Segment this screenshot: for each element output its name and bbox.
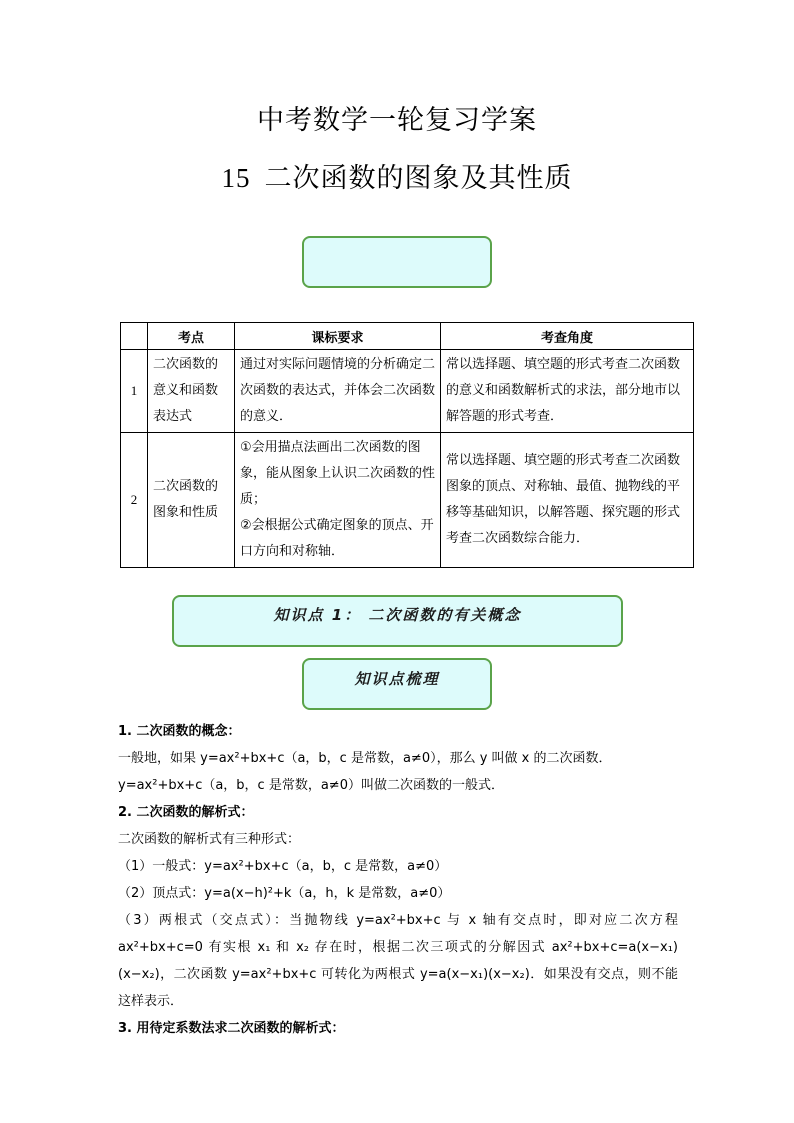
section-heading: 3. 用待定系数法求二次函数的解析式：	[118, 1021, 345, 1036]
table-header-requirement: 课标要求	[235, 323, 441, 350]
section-heading: 1. 二次函数的概念：	[118, 724, 241, 739]
table-header-angle: 考查角度	[441, 323, 694, 350]
row-topic: 二次函数的图象和性质	[148, 433, 235, 568]
table-row	[121, 350, 694, 433]
knowledge-point-banner: 知识点 1： 二次函数的有关概念	[172, 595, 623, 647]
row-angle: 常以选择题、填空题的形式考查二次函数图象的顶点、对称轴、最值、抛物线的平移等基础知识，以解答题、探究题的形式考查二次函数综合能力．	[441, 433, 694, 568]
row-angle: 常以选择题、填空题的形式考查二次函数的意义和函数解析式的求法，部分地市以解答题的形式考查．	[441, 350, 694, 433]
row-requirement	[235, 433, 441, 568]
paragraph: y=ax²+bx+c（a，b，c 是常数，a≠0）叫做二次函数的一般式．	[118, 778, 504, 793]
paragraph: 二次函数的解析式有三种形式：	[118, 832, 301, 847]
row-requirement: 通过对实际问题情境的分析确定二次函数的表达式，并体会二次函数的意义．	[235, 350, 441, 433]
section-heading: 2. 二次函数的解析式：	[118, 805, 254, 820]
content-body	[118, 718, 678, 1042]
paragraph: 一般地，如果 y=ax²+bx+c（a，b，c 是常数，a≠0），那么 y 叫做 x 的二次函数．	[118, 751, 612, 766]
row-index: 2	[121, 433, 148, 568]
requirement-item-1: ①会用描点法画出二次函数的图象，能从图象上认识二次函数的性质；	[240, 440, 436, 507]
lesson-number: 15	[221, 163, 251, 193]
table-header-index	[121, 323, 148, 350]
document-subtitle	[0, 156, 794, 195]
exam-points-table	[120, 322, 694, 568]
table-header-row	[121, 323, 694, 350]
row-topic: 二次函数的意义和函数表达式	[148, 350, 235, 433]
requirement-item-2: ②会根据公式确定图象的顶点、开口方向和对称轴．	[240, 518, 434, 559]
document-title: 中考数学一轮复习学案	[257, 105, 537, 136]
knowledge-summary-banner: 知识点梳理	[302, 658, 492, 710]
lesson-title: 二次函数的图象及其性质	[264, 163, 573, 194]
paragraph: （3）两根式（交点式）：当抛物线 y=ax²+bx+c 与 x 轴有交点时，即对应二次方程 ax²+bx+c=0 有实根 x₁ 和 x₂ 存在时，根据二次三项式的分解因式 ax²+bx+c=a(x−x₁)(x−x₂)，二次函数 y=ax²+bx+c 可转化为两根式 y=a(x−x₁)(x−x₂)．如果没有交点，则不能这样表示．	[118, 913, 678, 1009]
section-label-box	[302, 236, 492, 288]
row-index: 1	[121, 350, 148, 433]
paragraph: （1）一般式：y=ax²+bx+c（a，b，c 是常数，a≠0）	[118, 859, 448, 874]
paragraph: （2）顶点式：y=a(x−h)²+k（a，h，k 是常数，a≠0）	[118, 886, 451, 901]
table-row	[121, 433, 694, 568]
table-header-topic: 考点	[148, 323, 235, 350]
